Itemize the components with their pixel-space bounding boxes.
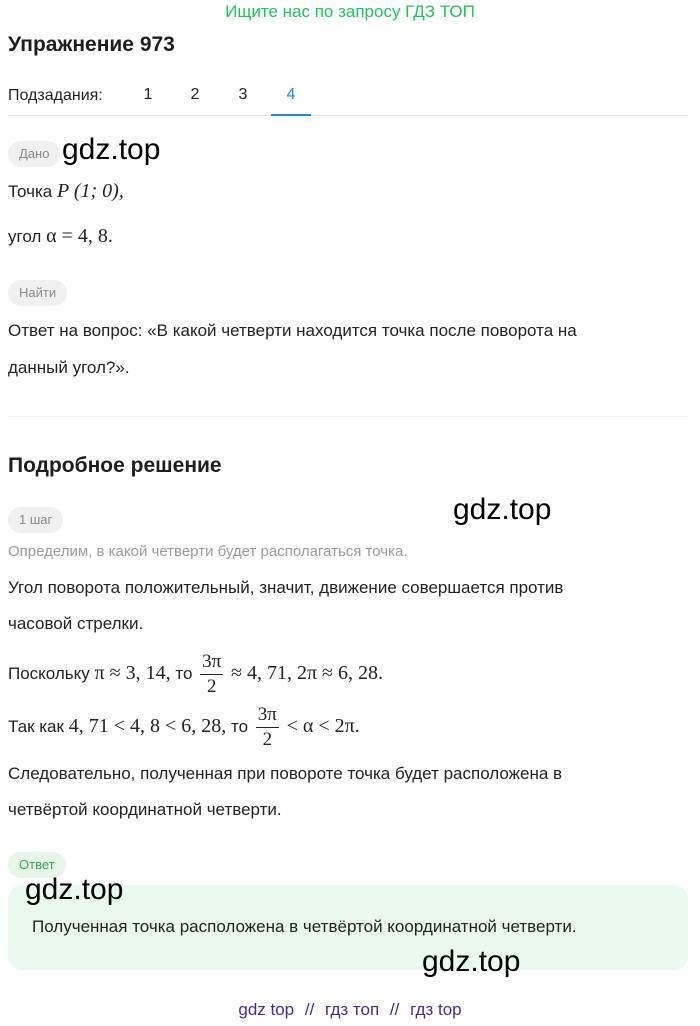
- watermark: gdz.top: [422, 945, 521, 978]
- solution-p3: [8, 702, 360, 751]
- fraction-numerator: 3π: [200, 651, 223, 675]
- step-badge: 1 шаг: [8, 507, 63, 533]
- find-badge: Найти: [8, 280, 67, 306]
- given-angle: [8, 225, 113, 248]
- fraction-denominator: 2: [262, 729, 273, 751]
- fraction-3pi-over-2: [256, 704, 279, 751]
- solution-p2: [8, 649, 383, 698]
- find-line-2: данный угол?».: [8, 358, 130, 377]
- tab-3[interactable]: 3: [238, 86, 248, 103]
- solution-p1-line-2: часовой стрелки.: [8, 614, 144, 633]
- given-point-prefix: Точка: [8, 182, 53, 201]
- tab-2[interactable]: 2: [190, 86, 200, 103]
- tabs-label: Подзадания:: [8, 87, 103, 104]
- section-divider: [8, 416, 688, 417]
- page-title: Упражнение 973: [8, 33, 175, 56]
- subtask-tabs: [8, 76, 688, 116]
- fraction-3pi-over-2: [200, 651, 223, 698]
- watermark: gdz.top: [453, 493, 552, 526]
- solution-p3-math-2: < α < 2π.: [286, 715, 360, 737]
- find-line-1: Ответ на вопрос: «В какой четверти находится точка после поворота на: [8, 321, 577, 340]
- fraction-numerator: 3π: [256, 704, 279, 728]
- solution-p4-line-1: Следовательно, полученная при повороте точка будет расположена в: [8, 764, 563, 783]
- footer-separator: //: [304, 1000, 315, 1019]
- footer-links: [0, 1000, 700, 1020]
- fraction-denominator: 2: [206, 676, 217, 698]
- watermark: gdz.top: [25, 873, 124, 906]
- step-description: Определим, в какой четверти будет располагаться точка.: [8, 543, 408, 560]
- given-angle-math: α = 4, 8.: [46, 225, 113, 247]
- solution-p4-line-2: четвёртой координатной четверти.: [8, 800, 282, 819]
- tab-1[interactable]: 1: [143, 86, 153, 103]
- given-point: [8, 180, 124, 203]
- given-angle-prefix: угол: [8, 227, 42, 246]
- solution-p2-math-2: ≈ 4, 71, 2π ≈ 6, 28.: [230, 662, 384, 684]
- solution-p3-mid: то: [230, 717, 249, 736]
- footer-link-1[interactable]: gdz top: [238, 1000, 295, 1019]
- tab-4[interactable]: 4: [271, 86, 311, 116]
- promo-banner[interactable]: Ищите нас по запросу ГДЗ ТОП: [225, 2, 475, 21]
- solution-heading: Подробное решение: [8, 454, 222, 477]
- solution-p3-math-1: 4, 71 < 4, 8 < 6, 28,: [68, 715, 227, 737]
- solution-p2-math-1: π ≈ 3, 14,: [94, 662, 171, 684]
- solution-p2-mid: то: [175, 664, 193, 683]
- solution-p1-line-1: Угол поворота положительный, значит, движение совершается против: [8, 578, 564, 597]
- given-badge: Дано: [8, 141, 60, 167]
- footer-link-2[interactable]: гдз топ: [325, 1000, 380, 1019]
- footer-separator: //: [389, 1000, 400, 1019]
- answer-badge: Ответ: [8, 852, 66, 878]
- solution-p2-prefix: Поскольку: [8, 664, 90, 683]
- answer-text: Полученная точка расположена в четвёртой координатной четверти.: [32, 917, 577, 936]
- footer-link-3[interactable]: гдз top: [410, 1000, 462, 1019]
- watermark: gdz.top: [62, 133, 161, 166]
- given-point-math: P (1; 0),: [57, 180, 124, 202]
- solution-p3-prefix: Так как: [8, 717, 64, 736]
